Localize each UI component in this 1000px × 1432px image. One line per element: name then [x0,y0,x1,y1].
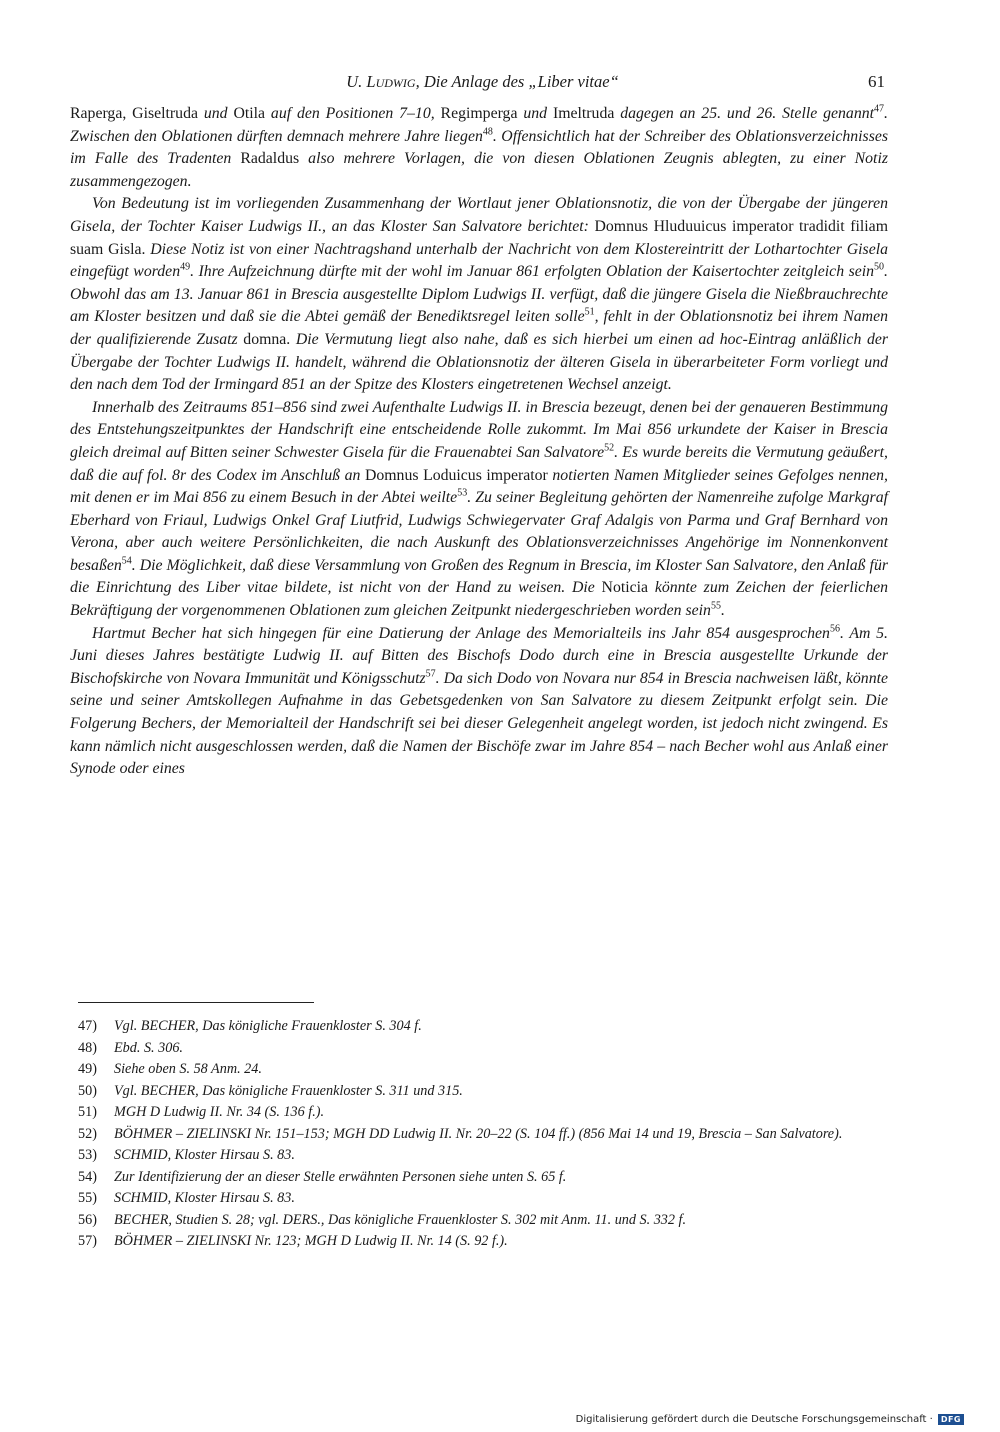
footnote-ref: 54 [121,555,132,567]
footnote [78,1145,890,1167]
footnote-number: 51) [78,1104,97,1120]
text-run: Noticia [594,579,655,597]
footnote [78,1167,890,1189]
author-initial: U. [346,72,363,91]
text-run: . Zwischen den Oblationen dürften demnach mehrere Jahre liegen [70,105,888,145]
running-title [70,72,895,92]
text-run: Diese Notiz ist von einer Nachtragshand unterhalb der Nachricht von dem Klostereintritt der Lothartochter Gisela eingefügt worden [70,240,889,281]
paragraph [70,623,888,781]
footnote-number: 56) [78,1211,97,1228]
text-run: . Die Möglichkeit, daß diese Versammlung von Großen des Regnum in Brescia, im Kloster San Salvatore, den Anlaß für die Einrichtung des Liber vitae bildete, ist nicht von der Hand zu weisen. Die [70,556,888,597]
text-run: , fehlt in der Oblationsnotiz bei ihrem Namen der qualifizierende Zusatz [70,308,888,348]
text-run: Otila [227,105,271,122]
text-run: domna. [237,330,296,348]
text-run: Von Bedeutung ist im vorliegenden Zusammenhang der Wortlaut jener Oblationsnotiz, die von der Übergabe der jüngeren Gisela, der Tochter Kaiser Ludwigs II., an das Kloster San Salvatore berichtet: [70,195,888,235]
footnote-number: 50) [78,1082,97,1099]
paragraph [70,397,888,623]
footnote-number: 48) [78,1039,97,1056]
text-run: . Da sich Dodo von Novara nur 854 in Brescia nachweisen läßt, könnte seine und seiner Amtskollegen Aufnahme in das Gebetsgedenken von San Salvatore zu diesem Zeitpunkt erfolgt sein. Die Folgerung Bechers, der Memorialteil der Handschrift sei bei dieser Gelegenheit angelegt worden, ist jedoch nicht zwingend. Es kann nämlich nicht ausgeschlossen werden, daß die Namen der Bischöfe zwar im Jahre 854 – nach Becher wohl aus Anlaß einer Synode oder eines [70,669,888,778]
text-run: Hartmut Becher hat sich hingegen für eine Datierung der Anlage des Memorialteils ins Jahr 854 ausgesprochen [92,624,830,642]
body-text [70,103,888,781]
paragraph [70,193,888,396]
text-run: also mehrere Vorlagen, die von diesen Oblationen Zeugnis ablegten, zu einer Notiz zusammengezogen. [70,150,888,190]
footnote-ref: 47 [874,103,885,115]
text-run: könnte zum Zeichen der feierlichen Bekräftigung der vorgenommenen Oblationen zum gleichen Zeitpunkt niedergeschrieben worden sein [70,579,889,620]
text-run: . Es wurde bereits die Vermutung geäußert, daß die auf fol. 8r des Codex im Anschluß an [70,443,888,484]
text-run: notierten Namen Mitglieder seines Gefolges nennen, mit denen er im Mai 856 zu einem Besuch in der Abtei weilte [70,466,888,507]
footnote-ref: 50 [874,261,885,273]
dfg-logo: DFG [938,1414,964,1425]
footnote-ref: 51 [584,307,595,319]
text-run: . Zu seiner Begleitung gehörten der Namenreihe zufolge Markgraf Eberhard von Friaul, Ludwigs Onkel Graf Liutfrid, Ludwigs Schwiegervater Graf Adalgis von Parma und Graf Bernhard von Verona, aber auch weitere Persönlichkeiten, die nach Auskunft des Oblationsverzeichnisses Angehörige im Nonnenkonvent besaßen [70,489,888,574]
footnote-separator [78,1002,314,1003]
text-run: Die Vermutung liegt also nahe, daß es sich hierbei um einen ad hoc-Eintrag anläßlich der Übergabe der Tochter Ludwigs II. handelt, während die Oblationsnotiz der älteren Gisela in überarbeiteter Form vorliegt und den nach dem Tod der Irmingard 851 an der Spitze des Klosters eingetretenen Wechsel anzeigt. [70,330,888,394]
footnote-ref: 56 [829,623,840,635]
text-run: Domnus Hluduuicus imperator tradidit filiam suam Gisla. [70,217,888,258]
footnote-text: BÖHMER – ZIELINSKI Nr. 151–153; MGH DD Ludwig II. Nr. 20–22 (S. 104 ff.) (856 Mai 14 und 19, Brescia – San Salvatore). [114,1125,843,1142]
footnote-text: SCHMID, Kloster Hirsau S. 83. [114,1190,295,1206]
footnote [78,1231,890,1253]
footnote-text: Ebd. S. 306. [114,1039,183,1056]
footnote-number: 54) [78,1168,97,1185]
footnote-text: BECHER, Studien S. 28; vgl. DERS., Das königliche Frauenkloster S. 302 mit Anm. 11. und S. 332 f. [114,1211,687,1228]
text-run: . Offensichtlich hat der Schreiber des Oblationsverzeichnisses im Falle des Tradenten [70,127,889,168]
footnotes [78,1016,890,1253]
footnote-ref: 48 [482,126,493,138]
text-run: und [523,105,548,122]
text-run: Raperga, Giseltruda [70,105,204,122]
footnote-ref: 55 [710,600,721,612]
text-run: Regimperga [434,105,524,122]
text-run: Radaldus [231,150,309,168]
author-name: Ludwig [366,72,416,91]
footnote-text: BÖHMER – ZIELINSKI Nr. 123; MGH D Ludwig II. Nr. 14 (S. 92 f.). [114,1233,508,1249]
footnote-ref: 53 [457,487,468,499]
text-run: . Ihre Aufzeichnung dürfte mit der wohl im Januar 861 erfolgten Oblation der Kaisertochter zeitgleich sein [190,263,875,281]
text-run: auf den Positionen 7–10, [270,105,435,122]
text-run: Imeltruda [547,105,621,122]
footnote [78,1059,890,1081]
text-run: . [720,602,725,620]
footnote-ref: 49 [180,261,191,273]
footnote [78,1124,890,1146]
footnote-ref: 52 [604,442,615,454]
paragraph [70,103,888,193]
footnote-text: Siehe oben S. 58 Anm. 24. [114,1061,262,1077]
footnote-text: SCHMID, Kloster Hirsau S. 83. [114,1147,295,1163]
footnote-number: 49) [78,1061,97,1077]
footnote [78,1102,890,1124]
footnote [78,1210,890,1232]
footnote-number: 55) [78,1190,97,1206]
text-run: . Am 5. Juni dieses Jahres bestätigte Ludwig II. auf Bitten des Bischofs Dodo durch eine in Brescia ausgestellte Urkunde der Bischofskirche von Novara Immunität und Königsschutz [70,624,888,687]
footnote-text: Vgl. BECHER, Das königliche Frauenkloster S. 311 und 315. [114,1082,463,1099]
footnote-number: 52) [78,1125,97,1142]
footnote-text: Vgl. BECHER, Das königliche Frauenkloster S. 304 f. [114,1018,422,1034]
page-number: 61 [868,72,885,91]
footnote-ref: 57 [425,668,436,680]
footnote [78,1016,890,1038]
footnote [78,1081,890,1103]
footnote-text: MGH D Ludwig II. Nr. 34 (S. 136 f.). [114,1104,325,1120]
text-run: Innerhalb des Zeitraums 851–856 sind zwei Aufenthalte Ludwigs II. in Brescia bezeugt, denen bei der genaueren Bestimmung des Entstehungszeitpunktes der Handschrift eine entscheidende Rolle zukommt. Im Mai 856 urkundete der Kaiser in Brescia gleich dreimal auf Bitten seiner Schwester Gisela für die Frauenabtei San Salvatore [70,398,888,461]
footnote [78,1038,890,1060]
footnote-text: Zur Identifizierung der an dieser Stelle erwähnten Personen siehe unten S. 65 f. [114,1168,567,1185]
footnote [78,1188,890,1210]
digitization-footer [576,1412,964,1426]
text-run: und [203,105,228,122]
text-run: Domnus Loduicus imperator [360,466,553,484]
footnote-number: 47) [78,1018,97,1034]
text-run: dagegen an 25. und 26. Stelle genannt [620,105,875,122]
text-run: . Obwohl das am 13. Januar 861 in Brescia ausgestellte Diplom Ludwigs II. verfügt, daß die jüngere Gisela die Nießbrauchrechte am Kloster besitzen und daß sie die Abtei gemäß der Benediktsregel leiten solle [70,263,888,326]
footer-credit: Digitalisierung gefördert durch die Deutsche Forschungsgemeinschaft · [575,1413,933,1425]
running-head [70,72,895,98]
article-title: , Die Anlage des „Liber vitae“ [415,72,619,91]
footnote-number: 53) [78,1147,97,1163]
footnote-number: 57) [78,1233,97,1249]
